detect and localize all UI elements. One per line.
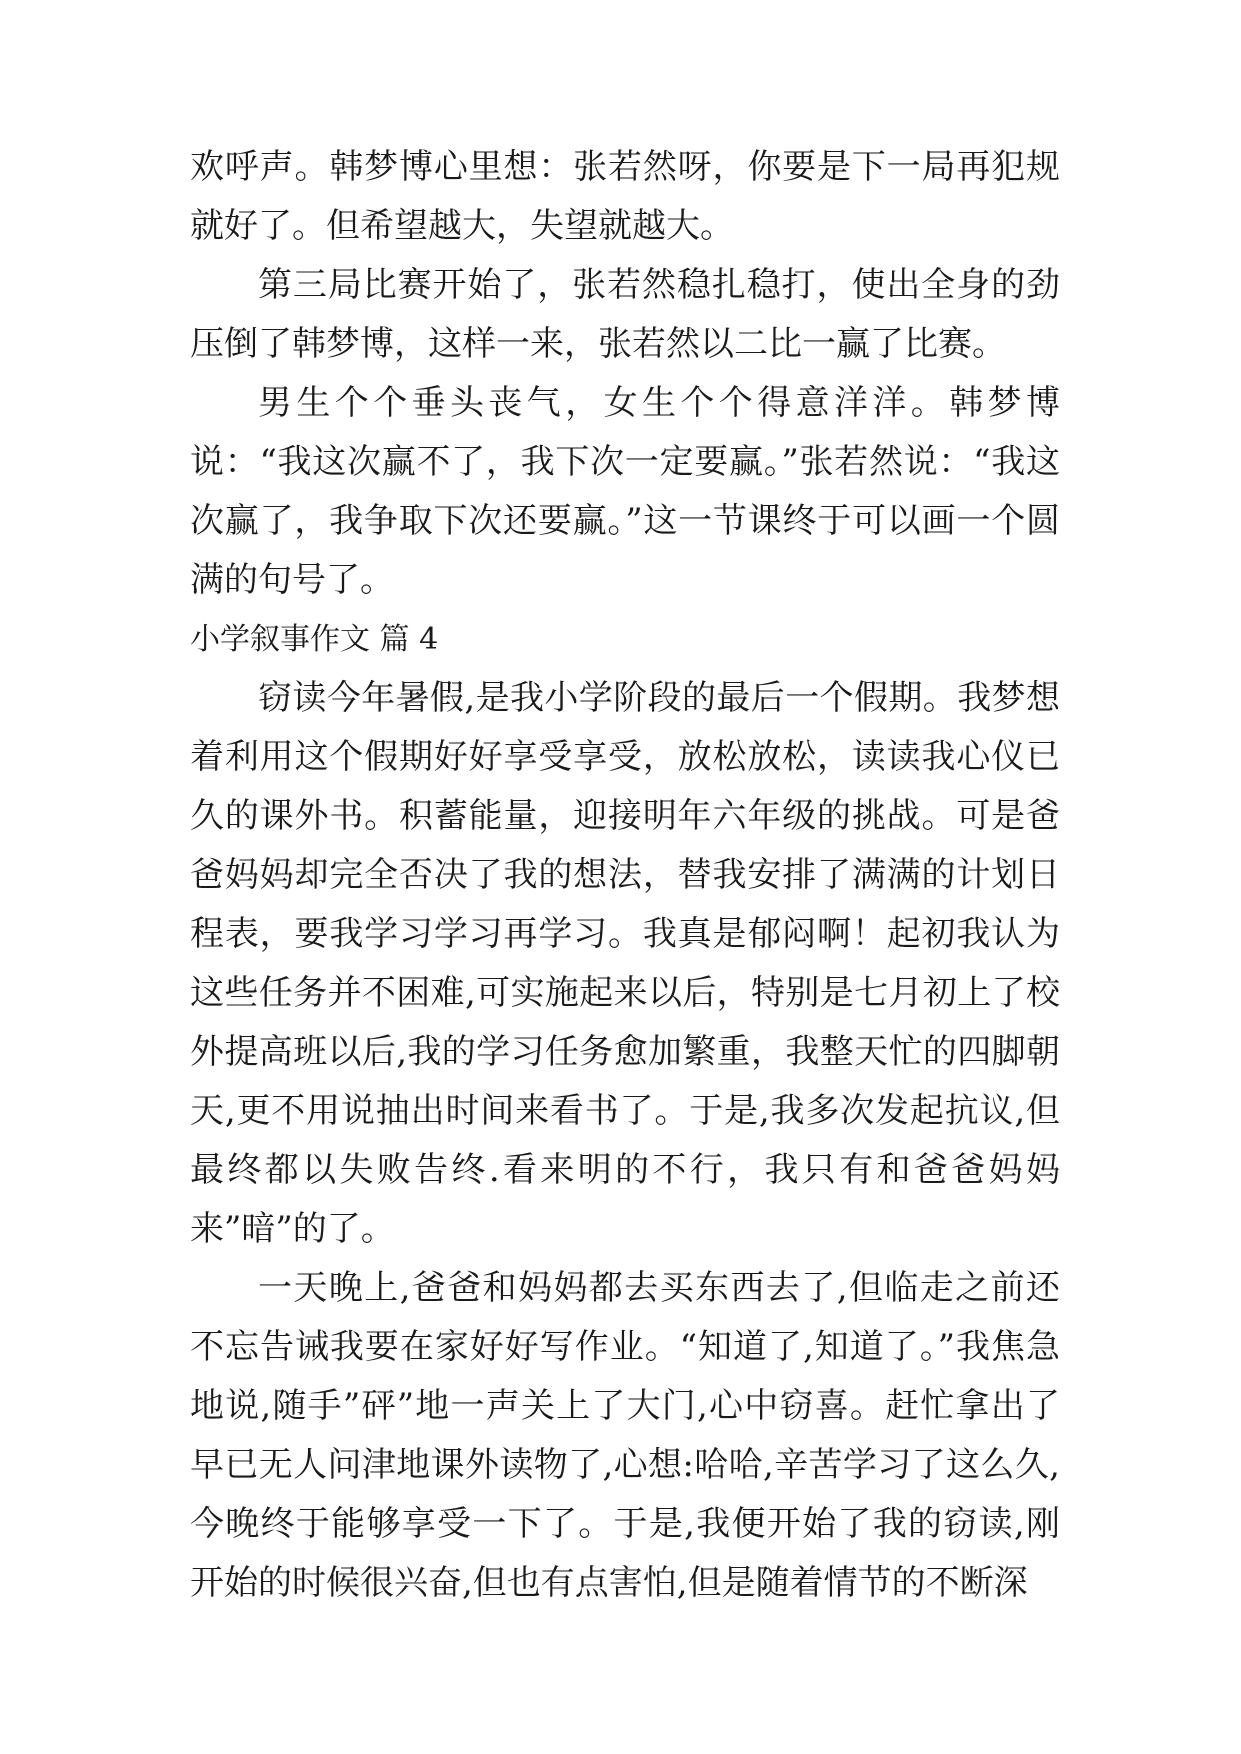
paragraph: 第三局比赛开始了，张若然稳扎稳打，使出全身的劲压倒了韩梦博，这样一来，张若然以二比一赢了比赛。	[190, 265, 1060, 364]
paragraph: 窃读今年暑假,是我小学阶段的最后一个假期。我梦想着利用这个假期好好享受享受，放松放松，读读我心仪已久的课外书。积蓄能量，迎接明年六年级的挑战。可是爸爸妈妈却完全否决了我的想法，替我安排了满满的计划日程表，要我学习学习再学习。我真是郁闷啊！起初我认为这些任务并不困难,可实施起来以后，特别是七月初上了校外提高班以后,我的学习任务愈加繁重，我整天忙的四脚朝天,更不用说抽出时间来看书了。于是,我多次发起抗议,但最终都以失败告终.看来明的不行，我只有和爸爸妈妈来”暗”的了。	[190, 678, 1060, 1249]
paragraph-continuation: 欢呼声。韩梦博心里想：张若然呀，你要是下一局再犯规就好了。但希望越大，失望就越大。	[190, 147, 1060, 246]
paragraph: 一天晚上,爸爸和妈妈都去买东西去了,但临走之前还不忘告诫我要在家好好写作业。“知道了,知道了。”我焦急地说,随手”砰”地一声关上了大门,心中窃喜。赶忙拿出了早已无人问津地课外读物了,心想:哈哈,辛苦学习了这么久,今晚终于能够享受一下了。于是,我便开始了我的窃读,刚开始的时候很兴奋,但也有点害怕,但是随着情节的不断深	[190, 1268, 1060, 1603]
document-page	[190, 138, 1060, 1613]
paragraph: 男生个个垂头丧气，女生个个得意洋洋。韩梦博说：“我这次赢不了，我下次一定要赢。”张若然说：“我这次赢了，我争取下次还要赢。”这一节课终于可以画一个圆满的句号了。	[190, 383, 1060, 600]
section-heading: 小学叙事作文 篇 4	[190, 622, 439, 657]
